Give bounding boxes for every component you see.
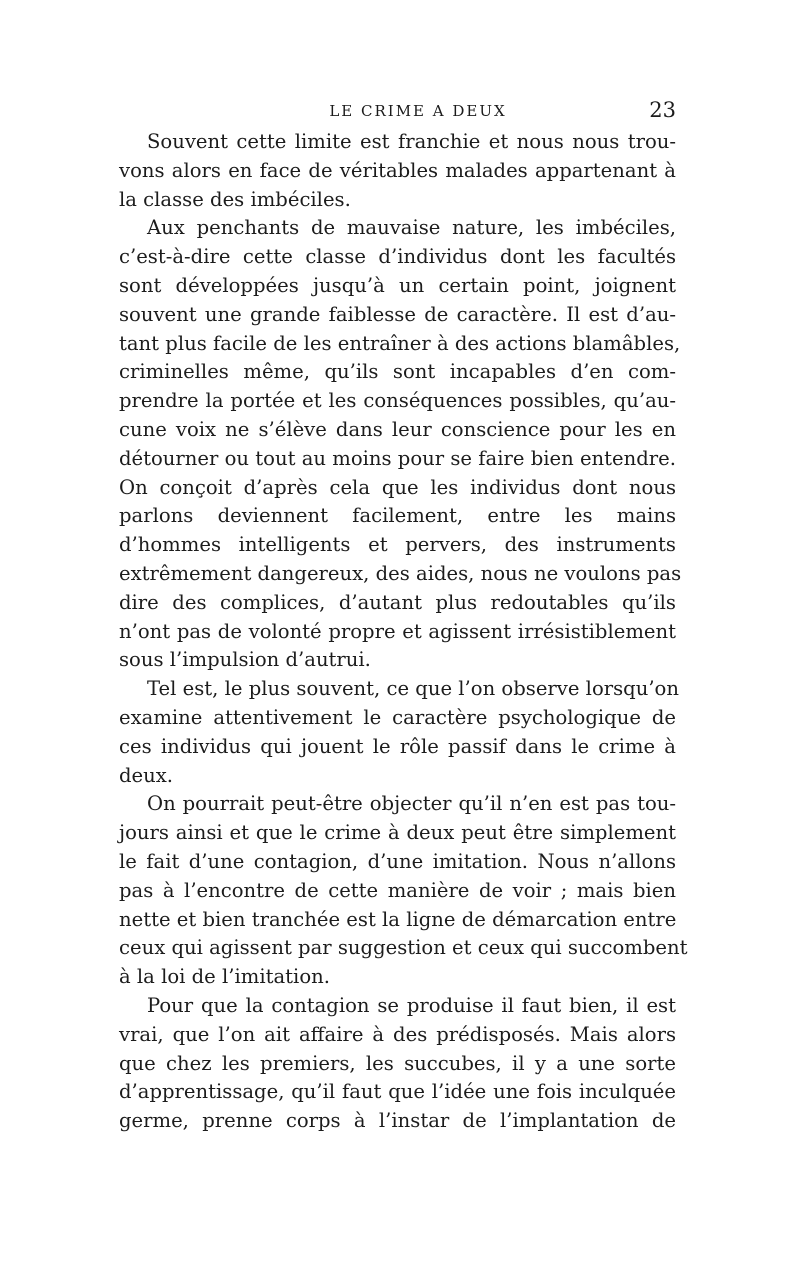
text-line: à la loi de l’imitation. (119, 965, 330, 989)
paragraph (119, 214, 682, 675)
text-line: examine attentivement le caractère psychologique de (119, 705, 676, 729)
text-line: vrai, que l’on ait affaire à des prédisposés. Mais alors (119, 1022, 676, 1046)
text-line: ceux qui agissent par suggestion et ceux qui succombent (119, 936, 688, 960)
text-line: détourner ou tout au moins pour se faire bien entendre. (119, 446, 676, 470)
text-line: criminelles même, qu’ils sont incapables d’en com- (119, 360, 676, 384)
text-line: le fait d’une contagion, d’une imitation. Nous n’allons (119, 849, 676, 873)
text-line: germe, prenne corps à l’instar de l’implantation de (119, 1109, 676, 1133)
running-head: LE CRIME A DEUX (329, 102, 507, 120)
text-line: On conçoit d’après cela que les individus dont nous (119, 475, 676, 499)
paragraph (119, 790, 688, 992)
text-line: que chez les premiers, les succubes, il y a une sorte (119, 1051, 676, 1075)
text-line: Aux penchants de mauvaise nature, les imbéciles, (147, 216, 676, 240)
text-line: souvent une grande faiblesse de caractère. Il est d’au- (119, 302, 676, 326)
text-line: Pour que la contagion se produise il faut bien, il est (147, 993, 676, 1017)
text-line: pas à l’encontre de cette manière de voir ; mais bien (119, 878, 676, 902)
text-line: parlons deviennent facilement, entre les mains (119, 504, 676, 528)
text-line: Tel est, le plus souvent, ce que l’on observe lorsqu’on (147, 677, 679, 701)
page-number: 23 (649, 98, 676, 122)
paragraph (119, 128, 676, 214)
text-line: tant plus facile de les entraîner à des actions blamâbles, (119, 331, 681, 355)
text-line: nette et bien tranchée est la ligne de démarcation entre (119, 907, 677, 931)
text-line: extrêmement dangereux, des aides, nous ne voulons pas (119, 561, 682, 585)
text-line: vons alors en face de véritables malades appartenant à (119, 158, 676, 182)
text-line: ces individus qui jouent le rôle passif dans le crime à (119, 734, 676, 758)
text-line: dire des complices, d’autant plus redoutables qu’ils (119, 590, 676, 614)
body-text (119, 128, 688, 1136)
page-header (118, 98, 678, 128)
text-line: deux. (119, 763, 174, 787)
paragraph (119, 675, 679, 790)
text-line: sont développées jusqu’à un certain point, joignent (119, 273, 676, 297)
text-line: prendre la portée et les conséquences possibles, qu’au- (119, 389, 676, 413)
text-line: cune voix ne s’élève dans leur conscience pour les en (119, 417, 676, 441)
text-line: d’hommes intelligents et pervers, des instruments (119, 533, 676, 557)
text-line: n’ont pas de volonté propre et agissent irrésistiblement (119, 619, 676, 643)
text-line: c’est-à-dire cette classe d’individus dont les facultés (119, 245, 676, 269)
text-line: sous l’impulsion d’autrui. (119, 648, 371, 672)
text-line: d’apprentissage, qu’il faut que l’idée une fois inculquée (119, 1080, 676, 1104)
paragraph (119, 992, 676, 1136)
text-line: Souvent cette limite est franchie et nous nous trou- (147, 130, 676, 153)
text-line: On pourrait peut-être objecter qu’il n’en est pas tou- (147, 792, 676, 816)
text-line: la classe des imbéciles. (119, 187, 351, 211)
text-line: jours ainsi et que le crime à deux peut être simplement (119, 821, 676, 845)
